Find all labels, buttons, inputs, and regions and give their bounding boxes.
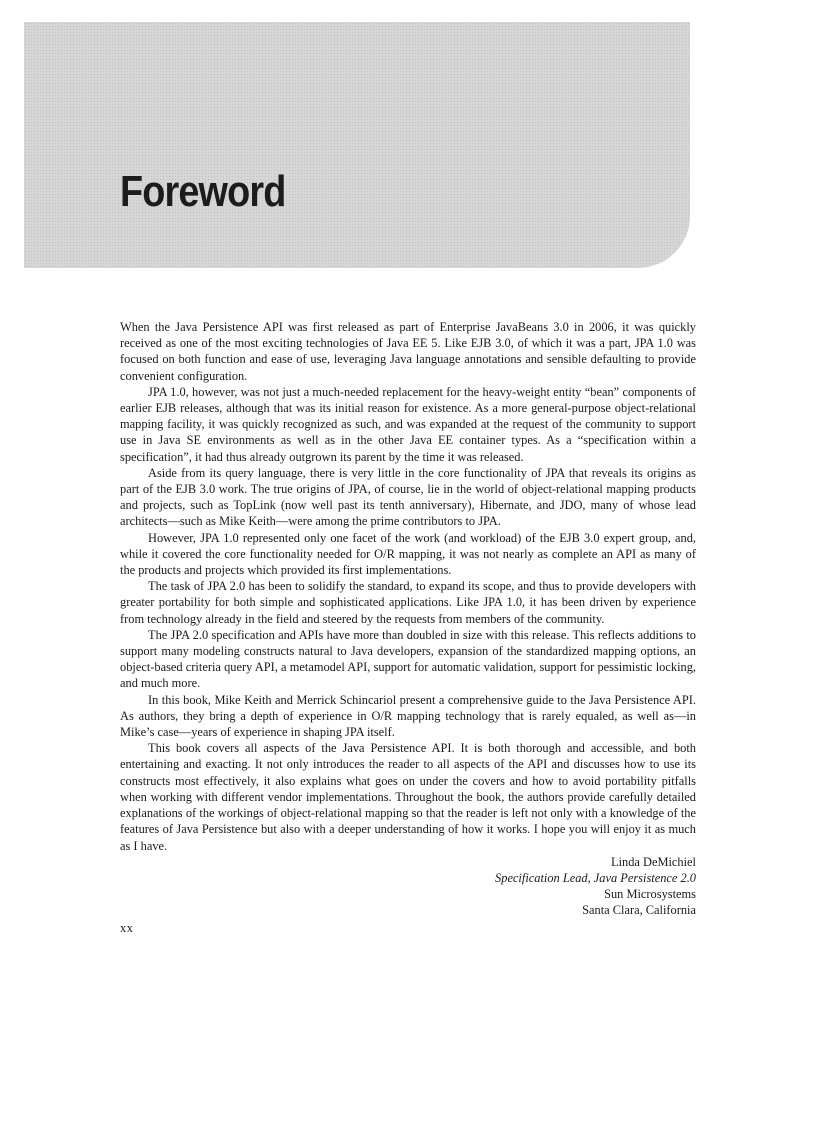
paragraph-2: JPA 1.0, however, was not just a much-needed replacement for the heavy-weight entity “bean” components of earlier EJB releases, although that was its initial reason for existence. As a more general-purpose object-relational mapping facility, it was quickly recognized as such, and was expanded at the request of the community to support use in Java SE environments as well as in the other Java EE container types. As a “specification within a specification”, it had thus already outgrown its parent by the time it was released. bbox=[120, 384, 696, 464]
signature-name: Linda DeMichiel bbox=[611, 854, 696, 869]
chapter-header-band bbox=[24, 22, 690, 268]
paragraph-3: Aside from its query language, there is very little in the core functionality of JPA that reveals its origins as part of the EJB 3.0 work. The true origins of JPA, of course, lie in the world of object-relational mapping products and projects, such as TopLink (now well past its tenth anniversary), Hibernate, and JDO, many of whose lead architects—such as Mike Keith—were among the prime contributors to JPA. bbox=[120, 465, 696, 529]
chapter-title: Foreword bbox=[120, 167, 286, 216]
signature-block bbox=[120, 854, 696, 919]
page-number: xx bbox=[120, 921, 134, 935]
paragraph-8: This book covers all aspects of the Java Persistence API. It is both thorough and accessible, and both entertaining and exacting. It not only introduces the reader to all aspects of the API and discusses how to use its constructs most effectively, it also explains what goes on under the covers and how to avoid portability pitfalls when working with different vendor implementations. Throughout the book, the authors provide carefully detailed explanations of the workings of object-relational mapping so that the reader is left not only with a knowledge of the features of Java Persistence but also with a deeper understanding of how it works. I hope you will enjoy it as much as I have. bbox=[120, 741, 696, 853]
paragraph-6: The JPA 2.0 specification and APIs have more than doubled in size with this release. This reflects additions to support many modeling constructs natural to Java developers, expansion of the standardized mapping options, an object-based criteria query API, a metamodel API, support for automatic validation, support for pessimistic locking, and much more. bbox=[120, 627, 696, 691]
paragraph-7: In this book, Mike Keith and Merrick Schincariol present a comprehensive guide to the Java Persistence API. As authors, they bring a depth of experience in O/R mapping technology that is rarely equaled, as well as—in Mike’s case—years of experience in shaping JPA itself. bbox=[120, 692, 696, 740]
signature-location: Santa Clara, California bbox=[582, 903, 696, 918]
signature-organization: Sun Microsystems bbox=[604, 887, 696, 902]
signature-role: Specification Lead, Java Persistence 2.0 bbox=[495, 870, 696, 885]
paragraph-1: When the Java Persistence API was first released as part of Enterprise JavaBeans 3.0 in 2006, it was quickly received as one of the most exciting technologies of Java EE 5. Like EJB 3.0, of which it was a part, JPA 1.0 was focused on both function and ease of use, leveraging Java language annotations and sensible defaulting to provide convenient configuration. bbox=[120, 320, 696, 383]
paragraph-4: However, JPA 1.0 represented only one facet of the work (and workload) of the EJB 3.0 expert group, and, while it covered the core functionality needed for O/R mapping, it was not nearly as complete an API as many of the products and projects which provided its first implementations. bbox=[120, 530, 696, 578]
paragraph-5: The task of JPA 2.0 has been to solidify the standard, to expand its scope, and thus to provide developers with greater portability for both simple and sophisticated applications. Like JPA 1.0, it has been driven by experience from technology already in the field and steered by the requests from members of the community. bbox=[120, 579, 696, 626]
foreword-body bbox=[120, 319, 696, 919]
